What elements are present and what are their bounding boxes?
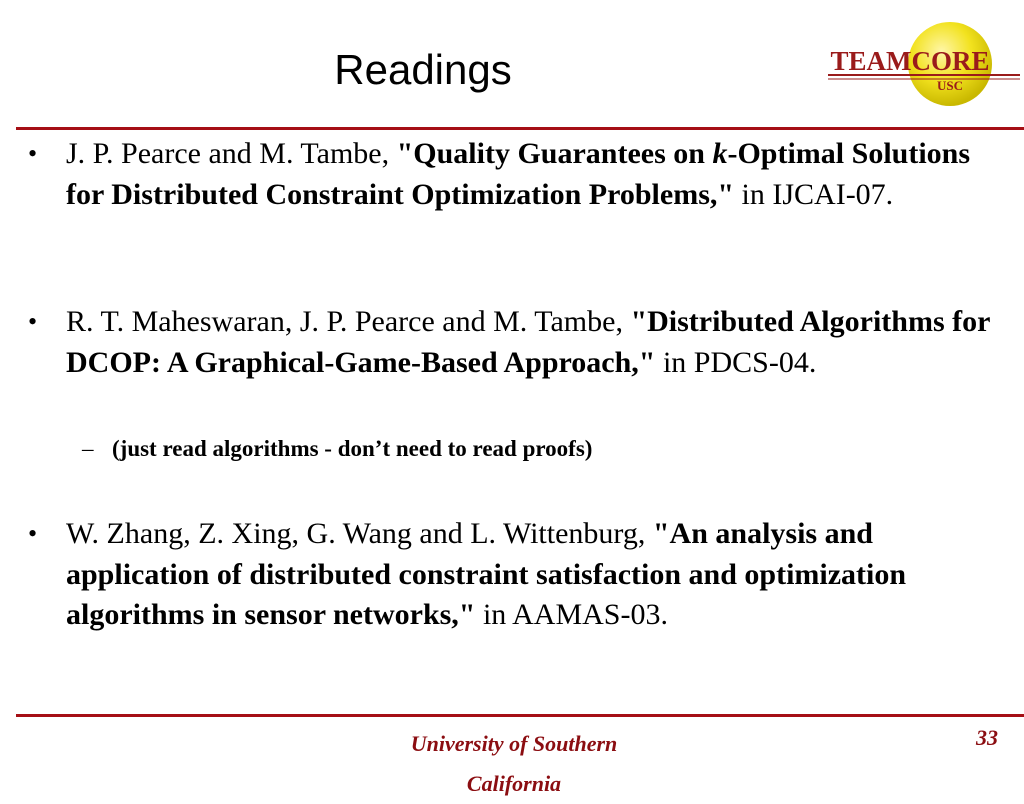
- footer-institution: University of Southern California: [410, 731, 618, 796]
- header-rule: [16, 127, 1024, 130]
- reading-title: "Distributed Algorithms for DCOP: A Graphical-Game-Based Approach,": [66, 305, 990, 379]
- page-number: 33: [976, 725, 998, 750]
- reading-2-note: [82, 434, 992, 464]
- logo-text: TEAMCORE: [830, 46, 990, 76]
- list-item-reading-1: [28, 134, 998, 215]
- slide-title: Readings: [334, 46, 512, 93]
- bullet-icon: •: [28, 139, 38, 168]
- reading-title: "An analysis and application of distributed constraint satisfaction and optimization algorithms in sensor networks,": [66, 517, 907, 631]
- teamcore-logo: [826, 20, 1022, 110]
- reading-authors: J. P. Pearce and M. Tambe,: [66, 137, 397, 170]
- dash-icon: –: [82, 436, 94, 461]
- logo-subtext: USC: [936, 78, 964, 93]
- bullet-icon: •: [28, 519, 38, 548]
- list-item-reading-3: [28, 514, 998, 636]
- reading-authors: W. Zhang, Z. Xing, G. Wang and L. Wittenburg,: [66, 517, 653, 550]
- reading-venue: in PDCS-04.: [655, 345, 817, 379]
- reading-venue: in IJCAI-07.: [734, 177, 894, 211]
- bullet-icon: •: [28, 307, 38, 336]
- reading-title: "Quality Guarantees on k-Optimal Solutions for Distributed Constraint Optimization Problems,": [66, 137, 971, 211]
- reading-venue: in AAMAS-03.: [475, 598, 668, 631]
- reading-authors: R. T. Maheswaran, J. P. Pearce and M. Tambe,: [66, 305, 631, 338]
- list-item-reading-2: [28, 302, 998, 383]
- reading-note-text: (just read algorithms - don’t need to read proofs): [112, 436, 593, 461]
- footer-rule: [16, 714, 1024, 717]
